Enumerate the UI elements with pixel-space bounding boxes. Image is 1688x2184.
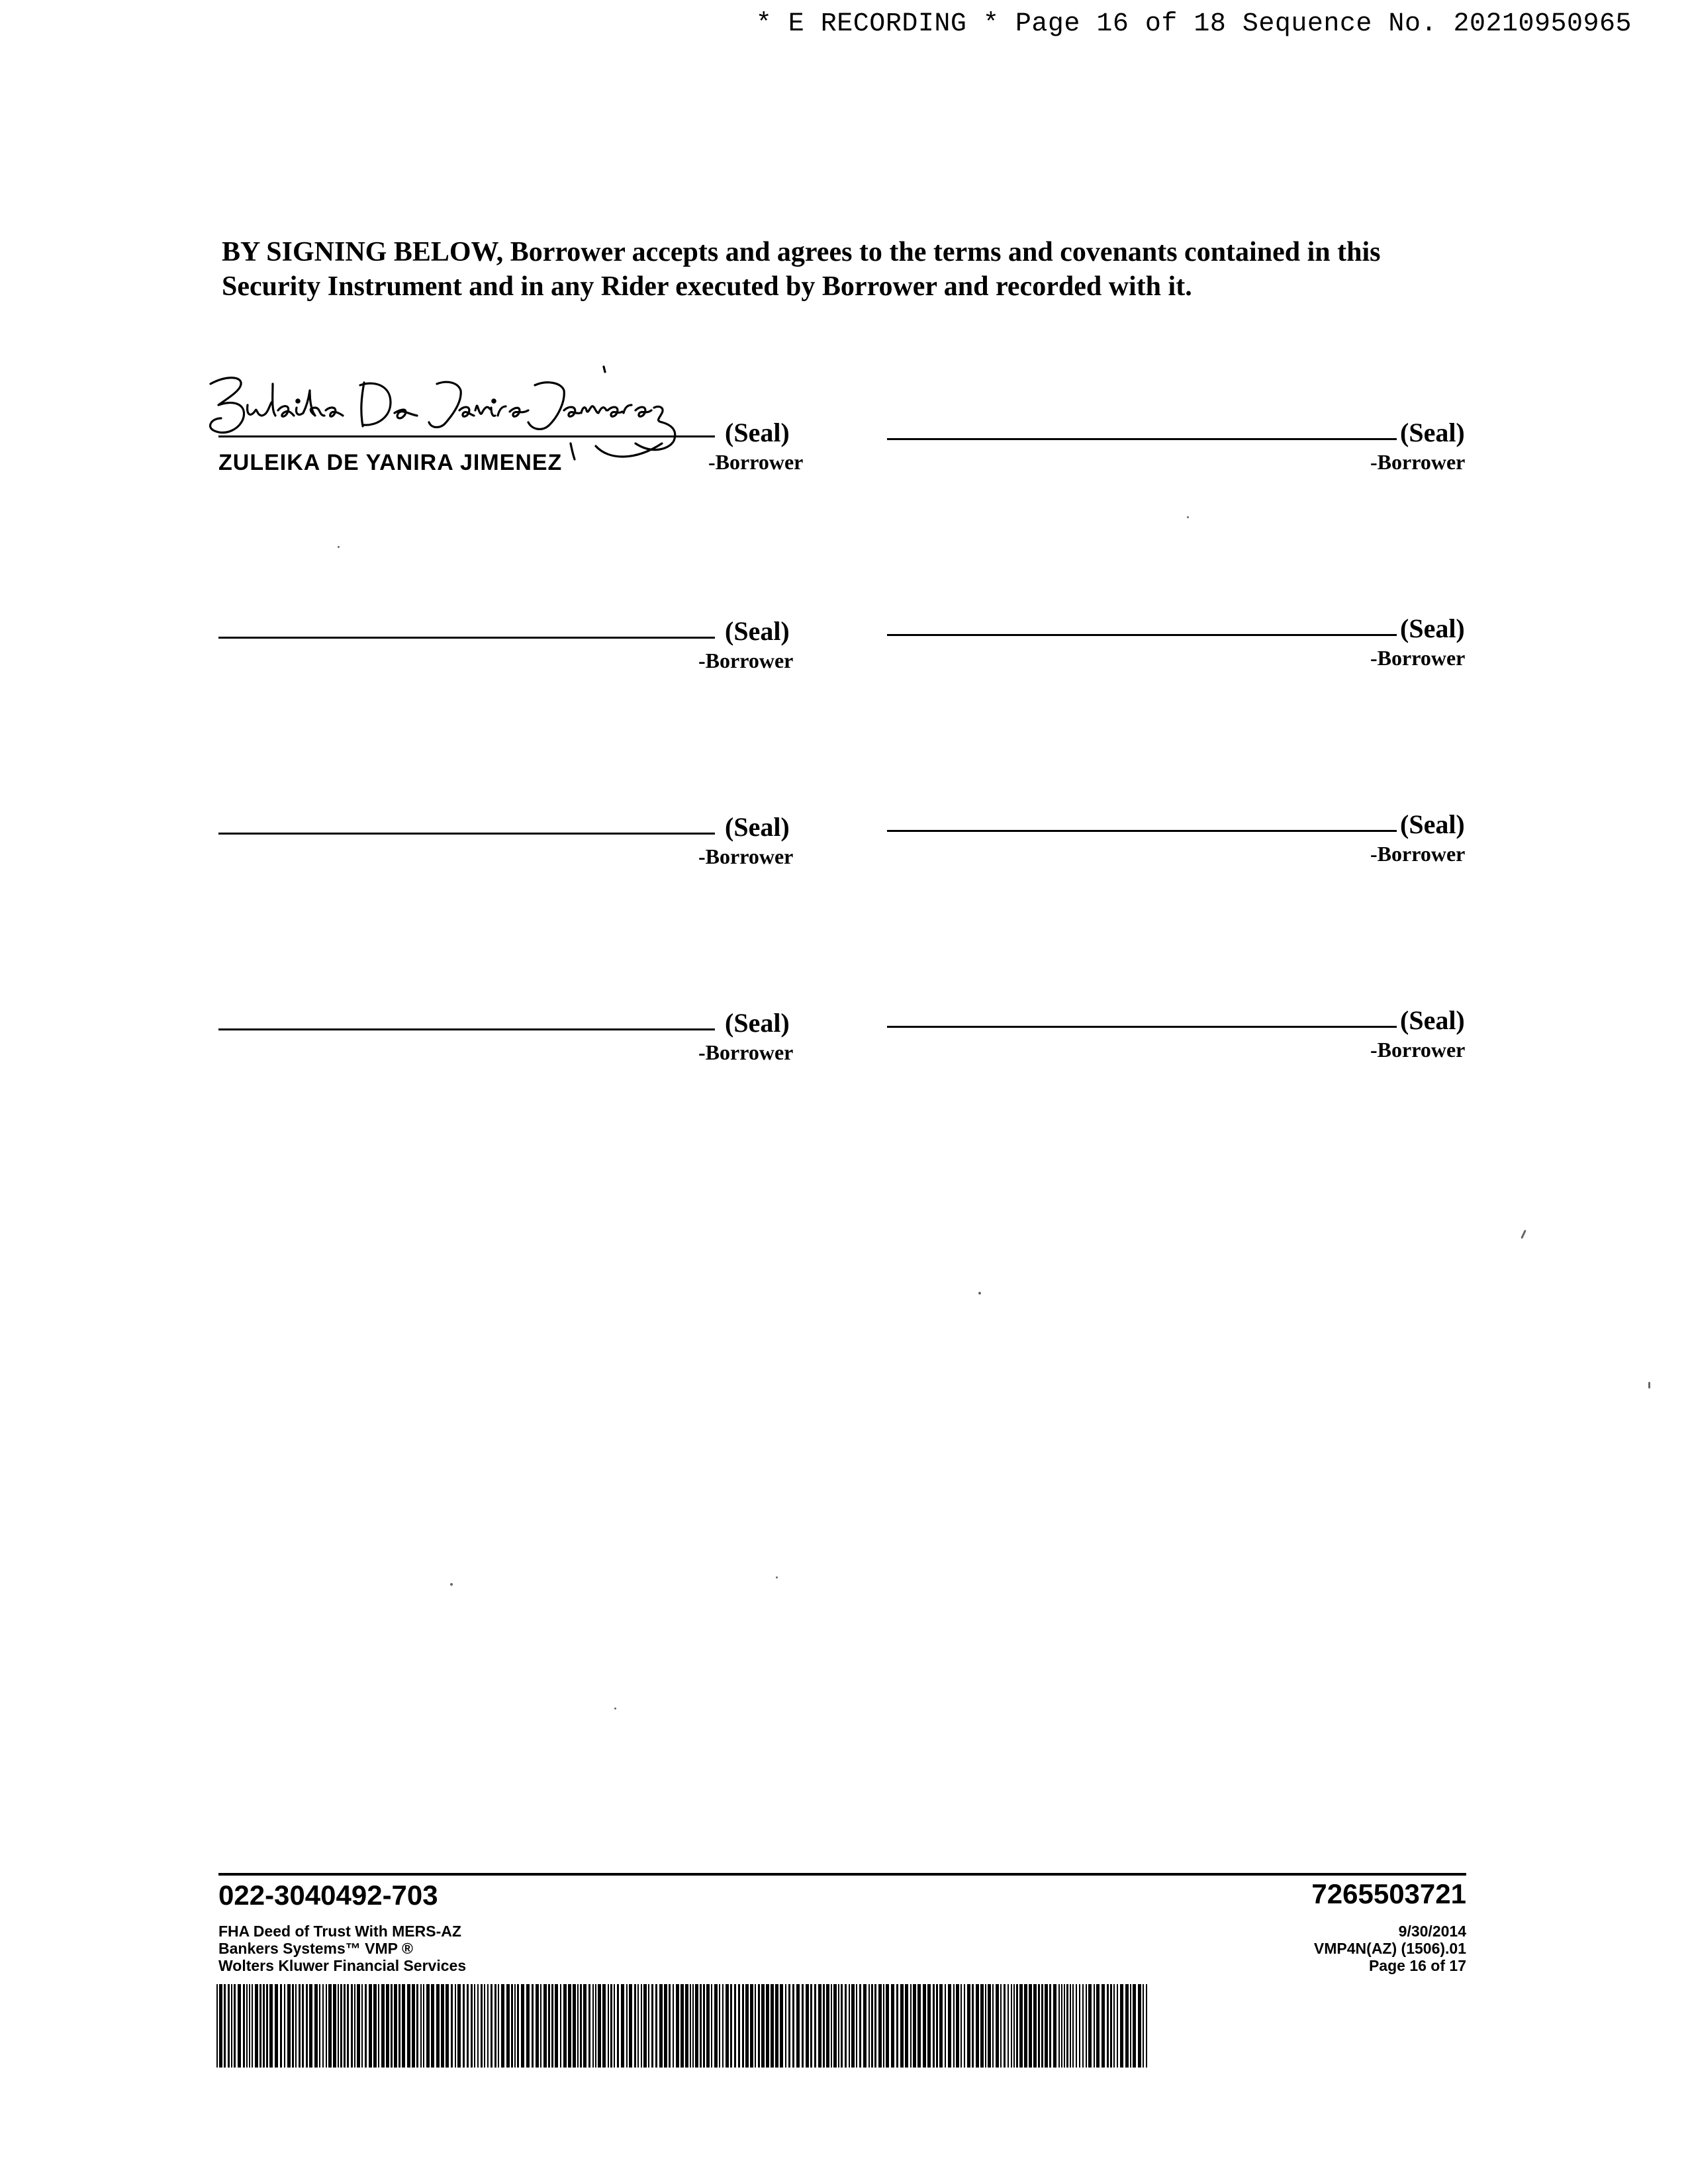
barcode-bar: [1107, 1984, 1109, 2068]
barcode-bar: [610, 1984, 612, 2068]
barcode-bar: [700, 1984, 702, 2068]
barcode-bar: [1041, 1984, 1043, 2068]
barcode-bar: [309, 1984, 312, 2068]
barcode-bar: [521, 1984, 524, 2068]
barcode-bar: [1113, 1984, 1115, 2068]
signature-line: [218, 1028, 715, 1030]
barcode-bar: [643, 1984, 647, 2068]
barcode-bar: [871, 1984, 873, 2068]
barcode-bar: [719, 1984, 720, 2068]
barcode-bar: [964, 1984, 965, 2068]
barcode-bar: [659, 1984, 663, 2068]
barcode-bar: [745, 1984, 749, 2068]
scan-speck: [450, 1583, 453, 1586]
barcode-bar: [637, 1984, 639, 2068]
barcode-bar: [514, 1984, 516, 2068]
barcode: [216, 1984, 1150, 2068]
barcode-bar: [1138, 1984, 1141, 2068]
barcode-bar: [761, 1984, 765, 2068]
barcode-bar: [487, 1984, 489, 2068]
barcode-bar: [810, 1984, 812, 2068]
signature-block-7: [218, 987, 794, 1064]
barcode-bar: [868, 1984, 870, 2068]
barcode-bar: [494, 1984, 496, 2068]
barcode-bar: [933, 1984, 935, 2068]
footer-rule: [218, 1873, 1466, 1876]
barcode-bar: [249, 1984, 250, 2068]
barcode-bar: [595, 1984, 596, 2068]
barcode-bar: [238, 1984, 241, 2068]
barcode-bar: [641, 1984, 642, 2068]
loan-number: 022-3040492-703: [218, 1880, 438, 1911]
barcode-bar: [573, 1984, 576, 2068]
barcode-bar: [216, 1984, 218, 2068]
form-code: VMP4N(AZ) (1506).01: [1313, 1940, 1466, 1957]
barcode-bar: [863, 1984, 867, 2068]
barcode-bar: [775, 1984, 778, 2068]
form-page-label: Page 16 of 17: [1368, 1957, 1466, 1974]
scan-speck: [1648, 1382, 1650, 1388]
barcode-bar: [563, 1984, 567, 2068]
barcode-bar: [340, 1984, 342, 2068]
barcode-bar: [617, 1984, 619, 2068]
borrower-label: -Borrower: [708, 450, 804, 474]
barcode-bar: [655, 1984, 657, 2068]
recording-header: * E RECORDING * Page 16 of 18 Sequence No. 20210950965: [755, 9, 1632, 39]
handwritten-signature: [199, 344, 702, 463]
barcode-bar: [856, 1984, 857, 2068]
barcode-bar: [851, 1984, 855, 2068]
barcode-bar: [391, 1984, 393, 2068]
barcode-bar: [785, 1984, 786, 2068]
barcode-bar: [845, 1984, 847, 2068]
barcode-bar: [1120, 1984, 1123, 2068]
borrower-label: -Borrower: [1370, 450, 1466, 474]
barcode-bar: [338, 1984, 339, 2068]
barcode-bar: [302, 1984, 304, 2068]
barcode-bar: [263, 1984, 265, 2068]
form-date: 9/30/2014: [1398, 1923, 1466, 1940]
barcode-bar: [1038, 1984, 1040, 2068]
barcode-bar: [402, 1984, 405, 2068]
barcode-bar: [976, 1984, 979, 2068]
barcode-bar: [588, 1984, 590, 2068]
barcode-bar: [673, 1984, 674, 2068]
barcode-bar: [923, 1984, 926, 2068]
barcode-bar: [536, 1984, 539, 2068]
barcode-bar: [750, 1984, 753, 2068]
barcode-bar: [1033, 1984, 1037, 2068]
signature-line: [887, 438, 1397, 440]
barcode-bar: [780, 1984, 783, 2068]
barcode-bar: [280, 1984, 282, 2068]
barcode-bar: [948, 1984, 951, 2068]
barcode-bar: [511, 1984, 513, 2068]
barcode-bar: [1061, 1984, 1062, 2068]
barcode-bar: [602, 1984, 606, 2068]
barcode-bar: [706, 1984, 710, 2068]
barcode-bar: [231, 1984, 232, 2068]
seal-label: (Seal): [725, 1008, 790, 1038]
barcode-bar: [543, 1984, 547, 2068]
scan-speck: [614, 1707, 616, 1709]
barcode-bar: [344, 1984, 346, 2068]
barcode-bar: [412, 1984, 415, 2068]
barcode-bar: [481, 1984, 483, 2068]
barcode-bar: [953, 1984, 955, 2068]
barcode-bar: [634, 1984, 636, 2068]
barcode-bar: [319, 1984, 320, 2068]
barcode-bar: [1096, 1984, 1100, 2068]
barcode-bar: [224, 1984, 226, 2068]
barcode-bar: [1094, 1984, 1095, 2068]
barcode-bar: [726, 1984, 729, 2068]
barcode-bar: [913, 1984, 916, 2068]
barcode-bar: [703, 1984, 705, 2068]
barcode-bar: [629, 1984, 632, 2068]
barcode-bar: [695, 1984, 698, 2068]
seal-label: (Seal): [1400, 614, 1465, 643]
signature-line: [218, 833, 715, 835]
borrower-label: -Borrower: [1370, 1038, 1466, 1062]
barcode-bar: [583, 1984, 586, 2068]
barcode-bar: [568, 1984, 571, 2068]
barcode-bar: [322, 1984, 324, 2068]
barcode-bar: [347, 1984, 349, 2068]
signature-block-1: [218, 397, 804, 475]
form-title: FHA Deed of Trust With MERS-AZ: [218, 1923, 461, 1940]
barcode-bar: [314, 1984, 318, 2068]
barcode-bar: [1045, 1984, 1048, 2068]
document-number: 7265503721: [1311, 1878, 1466, 1909]
barcode-bar: [275, 1984, 278, 2068]
barcode-bar: [1008, 1984, 1009, 2068]
barcode-bar: [467, 1984, 469, 2068]
signature-block-8: [887, 985, 1470, 1062]
barcode-bar: [927, 1984, 931, 2068]
barcode-bar: [1125, 1984, 1129, 2068]
signature-line: [887, 634, 1397, 636]
barcode-bar: [1029, 1984, 1032, 2068]
barcode-bar: [734, 1984, 736, 2068]
barcode-bar: [980, 1984, 984, 2068]
barcode-bar: [1016, 1984, 1018, 2068]
signature-block-2: [887, 397, 1470, 474]
barcode-bar: [910, 1984, 912, 2068]
barcode-bar: [431, 1984, 434, 2068]
barcode-bar: [326, 1984, 327, 2068]
barcode-bar: [1117, 1984, 1118, 2068]
borrower-label: -Borrower: [698, 649, 794, 672]
barcode-bar: [365, 1984, 367, 2068]
signature-block-4: [887, 593, 1470, 670]
signing-statement-lead: BY SIGNING BELOW,: [222, 237, 504, 267]
barcode-bar: [936, 1984, 938, 2068]
barcode-bar: [626, 1984, 628, 2068]
seal-label: (Seal): [725, 616, 790, 646]
barcode-bar: [306, 1984, 308, 2068]
barcode-bar: [905, 1984, 908, 2068]
barcode-bar: [378, 1984, 379, 2068]
borrower-label: -Borrower: [698, 1040, 794, 1064]
scan-speck: [1187, 516, 1189, 518]
barcode-bar: [246, 1984, 248, 2068]
scan-speck: [776, 1576, 778, 1578]
barcode-bar: [416, 1984, 418, 2068]
barcode-bar: [498, 1984, 499, 2068]
barcode-bar: [796, 1984, 800, 2068]
signature-block-5: [218, 792, 794, 868]
barcode-bar: [886, 1984, 889, 2068]
barcode-bar: [961, 1984, 962, 2068]
barcode-bar: [838, 1984, 839, 2068]
barcode-bar: [939, 1984, 943, 2068]
seal-label: (Seal): [725, 418, 790, 447]
barcode-bar: [823, 1984, 825, 2068]
barcode-bar: [266, 1984, 268, 2068]
barcode-bar: [1070, 1984, 1071, 2068]
barcode-bar: [441, 1984, 444, 2068]
barcode-bar: [532, 1984, 534, 2068]
barcode-bar: [1013, 1984, 1015, 2068]
seal-label: (Seal): [1400, 1005, 1465, 1035]
barcode-bar: [1086, 1984, 1087, 2068]
barcode-bar: [891, 1984, 894, 2068]
barcode-bar: [354, 1984, 355, 2068]
scan-speck: [1521, 1230, 1526, 1239]
barcode-bar: [669, 1984, 671, 2068]
barcode-bar: [292, 1984, 294, 2068]
barcode-bar: [738, 1984, 740, 2068]
barcode-bar: [1088, 1984, 1092, 2068]
barcode-bar: [945, 1984, 946, 2068]
barcode-bar: [1110, 1984, 1112, 2068]
barcode-bar: [463, 1984, 465, 2068]
barcode-bar: [436, 1984, 440, 2068]
barcode-bar: [269, 1984, 273, 2068]
barcode-bar: [243, 1984, 245, 2068]
barcode-bar: [551, 1984, 553, 2068]
barcode-bar: [399, 1984, 400, 2068]
barcode-bar: [826, 1984, 829, 2068]
signature-line: [887, 1026, 1397, 1028]
barcode-bar: [849, 1984, 850, 2068]
barcode-bar: [1072, 1984, 1074, 2068]
barcode-bar: [1066, 1984, 1068, 2068]
borrower-label: -Borrower: [1370, 646, 1466, 670]
barcode-bar: [477, 1984, 479, 2068]
barcode-bar: [690, 1984, 691, 2068]
barcode-bar: [420, 1984, 422, 2068]
barcode-bar: [711, 1984, 712, 2068]
barcode-bar: [506, 1984, 510, 2068]
barcode-bar: [394, 1984, 397, 2068]
barcode-bar: [742, 1984, 744, 2068]
barcode-bar: [985, 1984, 986, 2068]
borrower-label: -Borrower: [1370, 842, 1466, 866]
barcode-bar: [833, 1984, 837, 2068]
barcode-bar: [792, 1984, 794, 2068]
barcode-bar: [818, 1984, 821, 2068]
signing-statement-text: Borrower accepts and agrees to the terms and covenants contained in this Security Instrument and in any Rider executed by Borrower and recorded with it.: [222, 237, 1381, 302]
barcode-bar: [874, 1984, 876, 2068]
seal-label: (Seal): [1400, 809, 1465, 839]
barcode-bar: [766, 1984, 769, 2068]
barcode-bar: [972, 1984, 974, 2068]
barcode-bar: [228, 1984, 230, 2068]
barcode-bar: [680, 1984, 684, 2068]
barcode-bar: [1011, 1984, 1012, 2068]
barcode-bar: [1049, 1984, 1051, 2068]
barcode-bar: [1130, 1984, 1131, 2068]
barcode-bar: [900, 1984, 904, 2068]
barcode-bar: [548, 1984, 550, 2068]
barcode-bar: [992, 1984, 994, 2068]
barcode-bar: [455, 1984, 456, 2068]
signer-printed-name: ZULEIKA DE YANIRA JIMENEZ: [218, 450, 563, 475]
barcode-bar: [730, 1984, 732, 2068]
seal-label: (Seal): [725, 812, 790, 842]
barcode-bar: [1019, 1984, 1023, 2068]
barcode-bar: [471, 1984, 473, 2068]
barcode-bar: [234, 1984, 236, 2068]
barcode-bar: [474, 1984, 475, 2068]
barcode-bar: [917, 1984, 921, 2068]
scan-speck: [978, 1292, 981, 1295]
barcode-bar: [333, 1984, 336, 2068]
scan-speck: [338, 546, 340, 548]
barcode-bar: [967, 1984, 970, 2068]
barcode-bar: [1058, 1984, 1060, 2068]
barcode-bar: [722, 1984, 724, 2068]
signing-statement: [222, 235, 1479, 304]
barcode-bar: [501, 1984, 504, 2068]
barcode-bar: [841, 1984, 843, 2068]
barcode-bar: [381, 1984, 385, 2068]
barcode-bar: [526, 1984, 530, 2068]
barcode-bar: [423, 1984, 424, 2068]
signature-block-6: [887, 789, 1470, 866]
barcode-bar: [831, 1984, 832, 2068]
barcode-bar: [802, 1984, 804, 2068]
barcode-bar: [580, 1984, 582, 2068]
barcode-bar: [648, 1984, 649, 2068]
barcode-bar: [252, 1984, 253, 2068]
barcode-bar: [351, 1984, 353, 2068]
barcode-bar: [386, 1984, 389, 2068]
barcode-bar: [676, 1984, 679, 2068]
barcode-bar: [592, 1984, 594, 2068]
barcode-bar: [357, 1984, 360, 2068]
signature-line: [218, 637, 715, 639]
barcode-bar: [755, 1984, 756, 2068]
barcode-bar: [692, 1984, 694, 2068]
barcode-bar: [540, 1984, 541, 2068]
barcode-bar: [577, 1984, 579, 2068]
barcode-bar: [956, 1984, 959, 2068]
barcode-bar: [484, 1984, 485, 2068]
barcode-bar: [361, 1984, 363, 2068]
barcode-bar: [664, 1984, 667, 2068]
barcode-bar: [1000, 1984, 1002, 2068]
barcode-bar: [1143, 1984, 1144, 2068]
barcode-bar: [1053, 1984, 1056, 2068]
signature-line: [887, 830, 1397, 832]
barcode-bar: [621, 1984, 624, 2068]
barcode-bar: [614, 1984, 615, 2068]
barcode-bar: [555, 1984, 558, 2068]
barcode-bar: [451, 1984, 453, 2068]
barcode-bar: [328, 1984, 332, 2068]
barcode-bar: [407, 1984, 410, 2068]
barcode-bar: [1082, 1984, 1084, 2068]
barcode-bar: [219, 1984, 222, 2068]
barcode-bar: [988, 1984, 991, 2068]
barcode-bar: [369, 1984, 372, 2068]
barcode-bar: [788, 1984, 790, 2068]
barcode-bar: [1076, 1984, 1077, 2068]
barcode-bar: [295, 1984, 297, 2068]
barcode-bar: [651, 1984, 653, 2068]
barcode-bar: [806, 1984, 809, 2068]
barcode-bar: [255, 1984, 258, 2068]
barcode-bar: [491, 1984, 492, 2068]
barcode-bar: [598, 1984, 601, 2068]
barcode-bar: [878, 1984, 882, 2068]
barcode-bar: [1079, 1984, 1080, 2068]
barcode-bar: [814, 1984, 816, 2068]
signature-line: [218, 435, 715, 437]
form-publisher: Wolters Kluwer Financial Services: [218, 1957, 467, 1974]
barcode-bar: [426, 1984, 430, 2068]
borrower-label: -Borrower: [698, 844, 794, 868]
barcode-bar: [299, 1984, 301, 2068]
barcode-bar: [859, 1984, 861, 2068]
barcode-bar: [445, 1984, 449, 2068]
signature-block-3: [218, 596, 794, 672]
barcode-bar: [457, 1984, 461, 2068]
barcode-bar: [714, 1984, 718, 2068]
barcode-bar: [1004, 1984, 1006, 2068]
form-identification: [218, 1923, 466, 1974]
barcode-bar: [896, 1984, 898, 2068]
barcode-bar: [771, 1984, 774, 2068]
barcode-bar: [259, 1984, 261, 2068]
barcode-bar: [883, 1984, 884, 2068]
barcode-bar: [996, 1984, 999, 2068]
barcode-bar: [1064, 1984, 1065, 2068]
barcode-bar: [517, 1984, 519, 2068]
barcode-bar: [284, 1984, 285, 2068]
barcode-bar: [373, 1984, 377, 2068]
barcode-bar: [1146, 1984, 1147, 2068]
barcode-bar: [758, 1984, 760, 2068]
barcode-bar: [1024, 1984, 1027, 2068]
form-vendor: Bankers Systems™ VMP ®: [218, 1940, 413, 1957]
barcode-bar: [1102, 1984, 1105, 2068]
barcode-bar: [608, 1984, 609, 2068]
barcode-bar: [685, 1984, 688, 2068]
seal-label: (Seal): [1400, 418, 1465, 447]
form-revision-info: [1314, 1923, 1466, 1974]
barcode-bar: [560, 1984, 561, 2068]
barcode-bar: [287, 1984, 291, 2068]
barcode-bar: [1133, 1984, 1136, 2068]
